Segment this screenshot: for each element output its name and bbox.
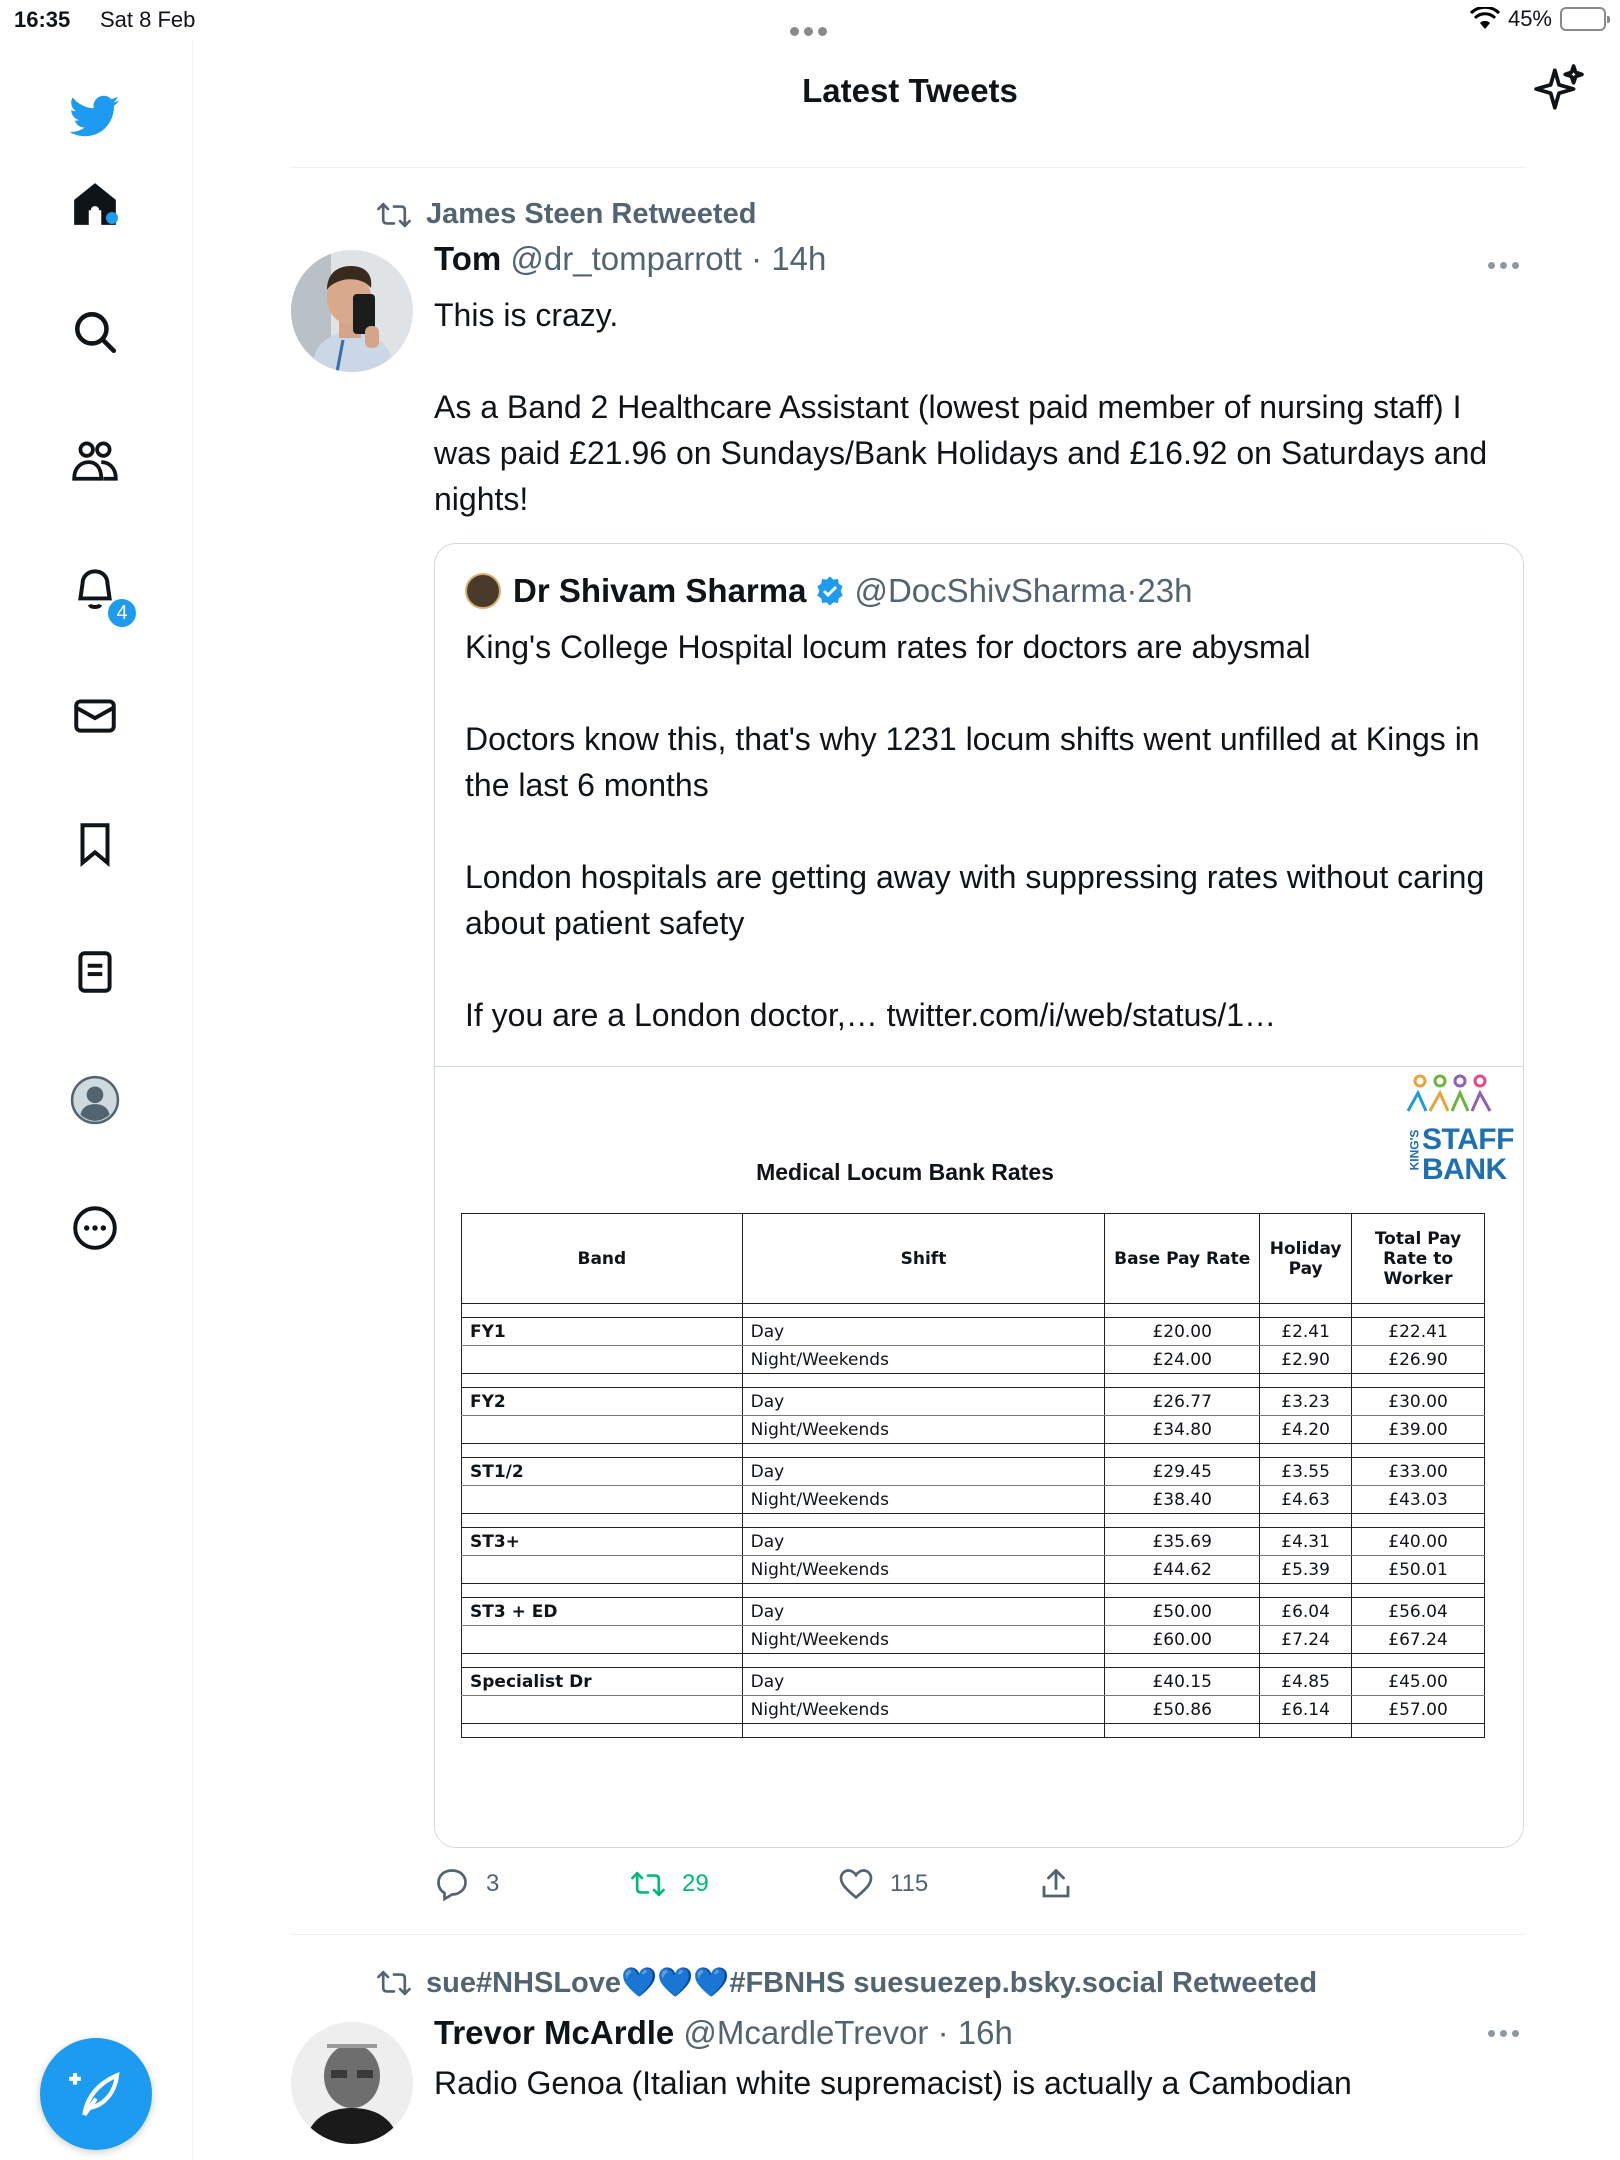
band-cell: FY1 [462, 1318, 743, 1346]
staff-bank-logo [1400, 1071, 1520, 1191]
header-shift: Shift [742, 1214, 1105, 1304]
quote-author-name: Dr Shivam Sharma [513, 572, 807, 609]
tweet-actions [434, 1866, 1524, 1906]
base-pay-cell: £35.69 [1105, 1528, 1260, 1556]
shift-cell: Day [742, 1598, 1105, 1626]
holiday-pay-cell: £4.31 [1260, 1528, 1352, 1556]
notifications-badge: 4 [106, 597, 138, 629]
rate-row [462, 1318, 1485, 1346]
wifi-icon [1470, 7, 1500, 31]
reply-count: 3 [486, 1870, 500, 1897]
total-pay-cell: £22.41 [1352, 1318, 1485, 1346]
band-cell: ST3+ [462, 1528, 743, 1556]
rate-row [462, 1346, 1485, 1374]
tweet-text: This is crazy. As a Band 2 Healthcare Assistant (lowest paid member of nursing staff) I was paid £21.96 on Sundays/Bank Holidays and £16.92 on Saturdays and nights! [434, 297, 1488, 517]
base-pay-cell: £50.00 [1105, 1598, 1260, 1626]
holiday-pay-cell: £2.90 [1260, 1346, 1352, 1374]
rate-row [462, 1528, 1485, 1556]
bookmarks-icon[interactable] [67, 816, 123, 872]
header-holiday-pay: Holiday Pay [1260, 1214, 1352, 1304]
band-cell-empty [462, 1696, 743, 1724]
lists-icon[interactable] [67, 944, 123, 1000]
quote-time: 23h [1137, 572, 1193, 609]
total-pay-cell: £57.00 [1352, 1696, 1485, 1724]
band-cell-empty [462, 1346, 743, 1374]
rate-row [462, 1416, 1485, 1444]
holiday-pay-cell: £7.24 [1260, 1626, 1352, 1654]
holiday-pay-cell: £5.39 [1260, 1556, 1352, 1584]
holiday-pay-cell: £4.63 [1260, 1486, 1352, 1514]
base-pay-cell: £29.45 [1105, 1458, 1260, 1486]
rates-table-body [462, 1304, 1485, 1738]
retweet-context [376, 1966, 1317, 2000]
tweet-header: Trevor McArdle @McardleTrevor · 16h [434, 2014, 1013, 2051]
avatar[interactable] [291, 250, 413, 372]
total-pay-cell: £67.24 [1352, 1626, 1485, 1654]
battery-icon [1560, 7, 1606, 31]
total-pay-cell: £40.00 [1352, 1528, 1485, 1556]
shift-cell: Day [742, 1528, 1105, 1556]
share-icon [1038, 1866, 1074, 1902]
author-name[interactable]: Tom [434, 240, 502, 277]
total-pay-cell: £56.04 [1352, 1598, 1485, 1626]
twitter-logo-icon[interactable] [67, 88, 123, 144]
home-icon[interactable] [67, 176, 123, 232]
compose-tweet-icon [68, 2066, 124, 2122]
home-new-dot [106, 212, 118, 224]
rate-row [462, 1556, 1485, 1584]
avatar[interactable] [291, 2022, 413, 2144]
total-pay-cell: £45.00 [1352, 1668, 1485, 1696]
compose-tweet-button[interactable] [40, 2038, 152, 2150]
status-date: Sat 8 Feb [100, 7, 196, 32]
status-time: 16:35 [14, 7, 71, 32]
band-cell: ST3 + ED [462, 1598, 743, 1626]
rate-row [462, 1598, 1485, 1626]
quote-text: King's College Hospital locum rates for doctors are abysmal Doctors know this, that's why 1231 locum shifts went unfilled at Kings in the last 6 months London hospitals are getting away with suppressing rates without caring about patient safety If you are a London doctor,… twitter.com/i/web/status/1… [465, 629, 1485, 1033]
shift-cell: Day [742, 1458, 1105, 1486]
quote-author-handle: @DocShivSharma [854, 572, 1127, 609]
holiday-pay-cell: £2.41 [1260, 1318, 1352, 1346]
base-pay-cell: £44.62 [1105, 1556, 1260, 1584]
tweet-header: Tom @dr_tomparrott · 14h [434, 240, 827, 277]
more-options-icon[interactable] [1488, 262, 1524, 274]
author-handle[interactable]: @McardleTrevor [683, 2014, 929, 2051]
quoted-tweet[interactable] [434, 543, 1524, 1848]
retweet-action-icon [630, 1866, 666, 1902]
rate-row [462, 1668, 1485, 1696]
total-pay-cell: £39.00 [1352, 1416, 1485, 1444]
base-pay-cell: £50.86 [1105, 1696, 1260, 1724]
band-cell-empty [462, 1486, 743, 1514]
total-pay-cell: £26.90 [1352, 1346, 1485, 1374]
header-divider [290, 167, 1526, 168]
base-pay-cell: £34.80 [1105, 1416, 1260, 1444]
like-count: 115 [890, 1870, 929, 1897]
holiday-pay-cell: £3.55 [1260, 1458, 1352, 1486]
logo-bank-text: BANK [1422, 1153, 1507, 1186]
profile-icon[interactable] [67, 1072, 123, 1128]
base-pay-cell: £60.00 [1105, 1626, 1260, 1654]
holiday-pay-cell: £4.20 [1260, 1416, 1352, 1444]
base-pay-cell: £38.40 [1105, 1486, 1260, 1514]
quote-avatar [465, 573, 501, 609]
like-button[interactable] [838, 1866, 928, 1902]
more-options-icon[interactable] [1488, 2030, 1524, 2042]
search-icon[interactable] [67, 304, 123, 360]
reply-button[interactable] [434, 1866, 499, 1902]
tweet-time[interactable]: 14h [771, 240, 827, 277]
retweet-count: 29 [682, 1870, 709, 1897]
author-handle[interactable]: @dr_tomparrott [510, 240, 742, 277]
reply-icon [434, 1866, 470, 1902]
retweet-icon [376, 1968, 412, 1998]
multitasking-dots-icon[interactable] [790, 16, 832, 42]
quote-header: Dr Shivam Sharma @DocShivSharma · 23h [465, 572, 1192, 610]
shift-cell: Day [742, 1318, 1105, 1346]
verified-badge-icon [814, 575, 846, 607]
retweeted-by-text: sue#NHSLove💙💙💙#FBNHS suesuezep.bsky.social Retweeted [426, 1967, 1318, 1999]
retweet-button[interactable] [630, 1866, 709, 1902]
status-bar [0, 0, 1620, 40]
share-button[interactable] [1038, 1866, 1074, 1902]
communities-icon[interactable] [67, 432, 123, 488]
band-cell: Specialist Dr [462, 1668, 743, 1696]
total-pay-cell: £43.03 [1352, 1486, 1485, 1514]
logo-kings-text: KING'S [1407, 1129, 1422, 1171]
retweet-context [376, 198, 756, 231]
rate-row [462, 1696, 1485, 1724]
rate-row [462, 1388, 1485, 1416]
tweet-text: Radio Genoa (Italian white supremacist) is actually a Cambodian [434, 2065, 1352, 2101]
base-pay-cell: £26.77 [1105, 1388, 1260, 1416]
header-base-pay: Base Pay Rate [1105, 1214, 1260, 1304]
base-pay-cell: £20.00 [1105, 1318, 1260, 1346]
battery-percentage: 45% [1507, 6, 1552, 31]
holiday-pay-cell: £4.85 [1260, 1668, 1352, 1696]
rate-row [462, 1458, 1485, 1486]
header-band: Band [462, 1214, 743, 1304]
holiday-pay-cell: £6.14 [1260, 1696, 1352, 1724]
total-pay-cell: £33.00 [1352, 1458, 1485, 1486]
rates-table [461, 1213, 1485, 1738]
total-pay-cell: £30.00 [1352, 1388, 1485, 1416]
holiday-pay-cell: £6.04 [1260, 1598, 1352, 1626]
band-cell-empty [462, 1556, 743, 1584]
band-cell: FY2 [462, 1388, 743, 1416]
total-pay-cell: £50.01 [1352, 1556, 1485, 1584]
base-pay-cell: £40.15 [1105, 1668, 1260, 1696]
tweet-time[interactable]: 16h [957, 2014, 1013, 2051]
shift-cell: Day [742, 1388, 1105, 1416]
logo-staff-text: STAFF [1422, 1123, 1514, 1156]
retweeted-by-text: James Steen Retweeted [426, 198, 757, 230]
shift-cell: Night/Weekends [742, 1346, 1105, 1374]
shift-cell: Night/Weekends [742, 1556, 1105, 1584]
shift-cell: Day [742, 1668, 1105, 1696]
shift-cell: Night/Weekends [742, 1696, 1105, 1724]
band-cell-empty [462, 1416, 743, 1444]
shift-cell: Night/Weekends [742, 1626, 1105, 1654]
tweet-divider [290, 1934, 1526, 1935]
shift-cell: Night/Weekends [742, 1416, 1105, 1444]
heart-icon [838, 1866, 874, 1902]
base-pay-cell: £24.00 [1105, 1346, 1260, 1374]
retweet-icon [376, 200, 412, 230]
document-title: Medical Locum Bank Rates [756, 1159, 1054, 1185]
holiday-pay-cell: £3.23 [1260, 1388, 1352, 1416]
author-name[interactable]: Trevor McArdle [434, 2014, 675, 2051]
band-cell-empty [462, 1626, 743, 1654]
sparkle-icon[interactable] [1534, 64, 1584, 114]
sidebar [0, 40, 193, 2160]
band-cell: ST1/2 [462, 1458, 743, 1486]
messages-icon[interactable] [67, 688, 123, 744]
shift-cell: Night/Weekends [742, 1486, 1105, 1514]
page-title: Latest Tweets [802, 72, 1018, 109]
more-icon[interactable] [67, 1200, 123, 1256]
rate-row [462, 1486, 1485, 1514]
header-total-pay: Total Pay Rate to Worker [1352, 1214, 1485, 1304]
rate-row [462, 1626, 1485, 1654]
quote-image[interactable] [435, 1066, 1524, 1848]
